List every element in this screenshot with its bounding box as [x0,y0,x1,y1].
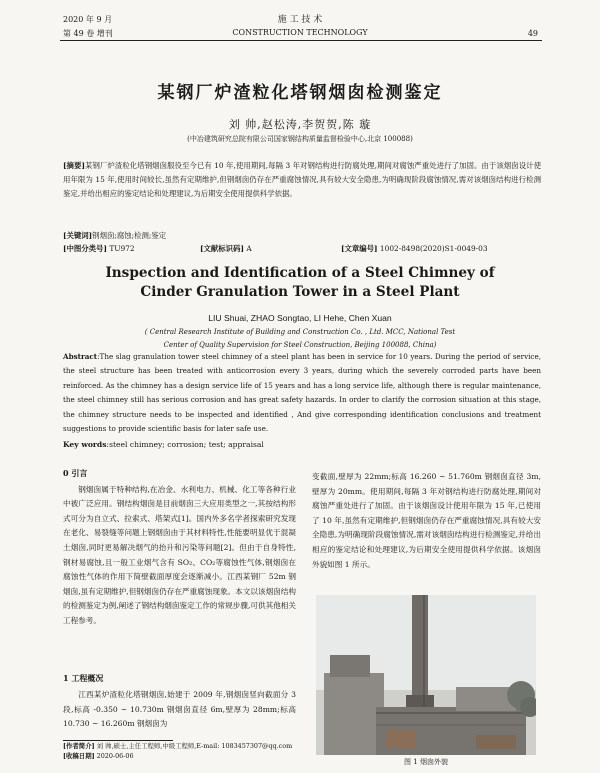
affiliation-en [0,326,600,352]
abstract-en-text: :The slag granulation tower steel chimney of a steel plant has been in service for 10 years. During the period of service, the steel structure has been treated with anticorrosion every 3 years, during which the severely corroded parts have been reinforced. As the chimney has a design service life of 15 years and has a long service life, although there is regular maintenance, the steel chimney still has serious corrosion and has great safety hazards. In order to clarify the corrosion situation at this stage, the chimney structure needs to be inspected and identified , And give corresponding identification conclusions and treatment suggestions to provide scientific basis for later safe use. [63,352,541,434]
section-0-heading: 0 引言 [63,468,88,478]
section-1-text: 江西某炉渣粒化塔钢烟囱,始建于 2009 年,钢烟囱竖向截面分 3 段,标高 -0.350 ~ 10.730m 钢烟囱直径 6m,壁厚为 28mm;标高 10.730 ~ 16.260m 钢烟囱为 [63,690,296,729]
keywords-en-text: :steel chimney; corrosion; test; appraisal [106,440,264,449]
doc-code-label: [文献标识码] [200,244,244,253]
section-introduction [63,466,296,629]
journal-name-en: CONSTRUCTION TECHNOLOGY [232,28,368,37]
author-bio [63,742,296,752]
clc-value: TU972 [109,244,135,253]
title-en-line1: Inspection and Identification of a Steel Chimney of [105,265,495,281]
keywords-en-label: Key words [63,440,107,449]
section-1-continued [312,470,541,572]
keywords-cn [63,229,541,243]
volume-info: 第 49 卷 增刊 [63,29,113,38]
title-en [0,264,600,302]
section-1-paragraph [63,688,296,732]
author-bio-text: 刘 帅,硕士,主任工程师,中级工程师,E-mail: 1083457307@qq.com [96,742,293,750]
footnote [63,742,296,761]
keywords-cn-label: [关键词] [63,231,93,240]
article-no-value: 1002-8498(2020)S1-0049-03 [379,244,488,253]
received-label: [收稿日期] [63,751,95,760]
keywords-cn-text: 钢烟囱;腐蚀;检测;鉴定 [92,231,167,240]
abstract-cn-label: [摘要] [63,161,85,170]
doc-code [200,243,252,255]
author-bio-label: [作者简介] [63,742,95,750]
chimney-photo [316,595,536,755]
running-header-center [0,15,600,38]
title-cn: 某钢厂炉渣粒化塔钢烟囱检测鉴定 [157,83,443,103]
doc-code-value: A [246,244,252,253]
affiliation-en-line1: ( Central Research Institute of Building and Construction Co. , Ltd. MCC, National Test [144,328,456,336]
affiliation-cn: (中冶建筑研究总院有限公司国家钢结构质量监督检验中心,北京 100088) [187,135,413,143]
authors-cn: 刘 帅,赵松涛,李贺贺,陈 璇 [228,118,372,131]
article-no-label: [文章编号] [341,244,378,253]
affiliation-en-line2: Center of Quality Supervision for Steel Construction, Beijing 100088, China) [163,341,437,349]
clc-label: [中图分类号] [63,244,107,253]
page-number: 49 [527,29,538,38]
keywords-en [63,440,264,449]
section-1-heading: 1 工程概况 [63,673,104,683]
abstract-en-label: Abstract [63,352,98,361]
figure-1-caption: 图 1 烟囱外貌 [404,758,448,766]
article-number [341,243,488,255]
authors-en: LIU Shuai, ZHAO Songtao, LI Hehe, Chen Xuan [208,313,392,323]
abstract-cn-text: 某钢厂炉渣粒化塔钢烟囱服役至今已有 10 年,使用期间,每隔 3 年对钢结构进行防腐处理,期间对腐蚀严重处进行了加固。由于该烟囱设计使用年限为 15 年,使用时间较长,虽然有定期维护,但钢烟囱仍存在严重腐蚀情况,具有较大安全隐患,为明确现阶段腐蚀情况,需对该烟囱结构进行检测鉴定,并给出相应的鉴定结论和处理建议,为后期安全使用提供科学依据。 [63,161,542,198]
received-value: 2020-06-06 [96,751,134,760]
received-date [63,752,296,762]
footnote-rule [63,740,173,741]
section-0-paragraph: 钢烟囱属于特种结构,在冶金、水利电力、机械、化工等各种行业中被广泛应用。钢结构烟囱是目前烟囱三大应用类型之一,其按结构形式可分为自立式、拉索式、塔架式[1]。国内外多名学者探索研究发现在老化、易裂缝等问题上钢烟囱由于其材料特性,性能要明显优于混凝土烟囱,同时更易解决烟气的抬升和污染等问题[2]。但由于自身特性,钢材易腐蚀,且一般工业烟气含有 SO₂、CO₂等腐蚀性气体,钢烟囱在腐蚀性气体的作用下简壁截面厚度会逐渐减小。江西某钢厂 52m 钢烟囱,虽有定期维护,但钢烟囱仍存在严重腐蚀现象。本文以该烟囱结构的检测鉴定为例,阐述了钢结构烟囱鉴定工作的常规步骤,可供其他相关工程参考。 [63,484,296,625]
issue-date: 2020 年 9 月 [63,15,113,24]
abstract-en [63,350,541,436]
journal-name-cn: 施 工 技 术 [277,15,323,25]
abstract-cn [63,159,541,201]
title-en-line2: Cinder Granulation Tower in a Steel Plant [140,284,460,300]
header-rule [60,40,542,41]
clc [63,243,135,255]
section-1-continued-text: 变截面,壁厚为 22mm;标高 16.260 ~ 51.760m 钢烟囱直径 3m,壁厚为 20mm。使用期间,每隔 3 年对钢结构进行防腐处理,期间对腐蚀严重处进行了加固。由于该烟囱设计使用年限为 15 年,已使用了 10 年,虽然有定期维护,但钢烟囱仍存在严重腐蚀情况,具有较大安全隐患,为明确现阶段腐蚀情况,需对该烟囱结构进行检测鉴定,并给出相应的鉴定结论和处理建议,为后期安全使用提供科学依据。该烟囱外貌如图 1 所示。 [312,472,541,569]
